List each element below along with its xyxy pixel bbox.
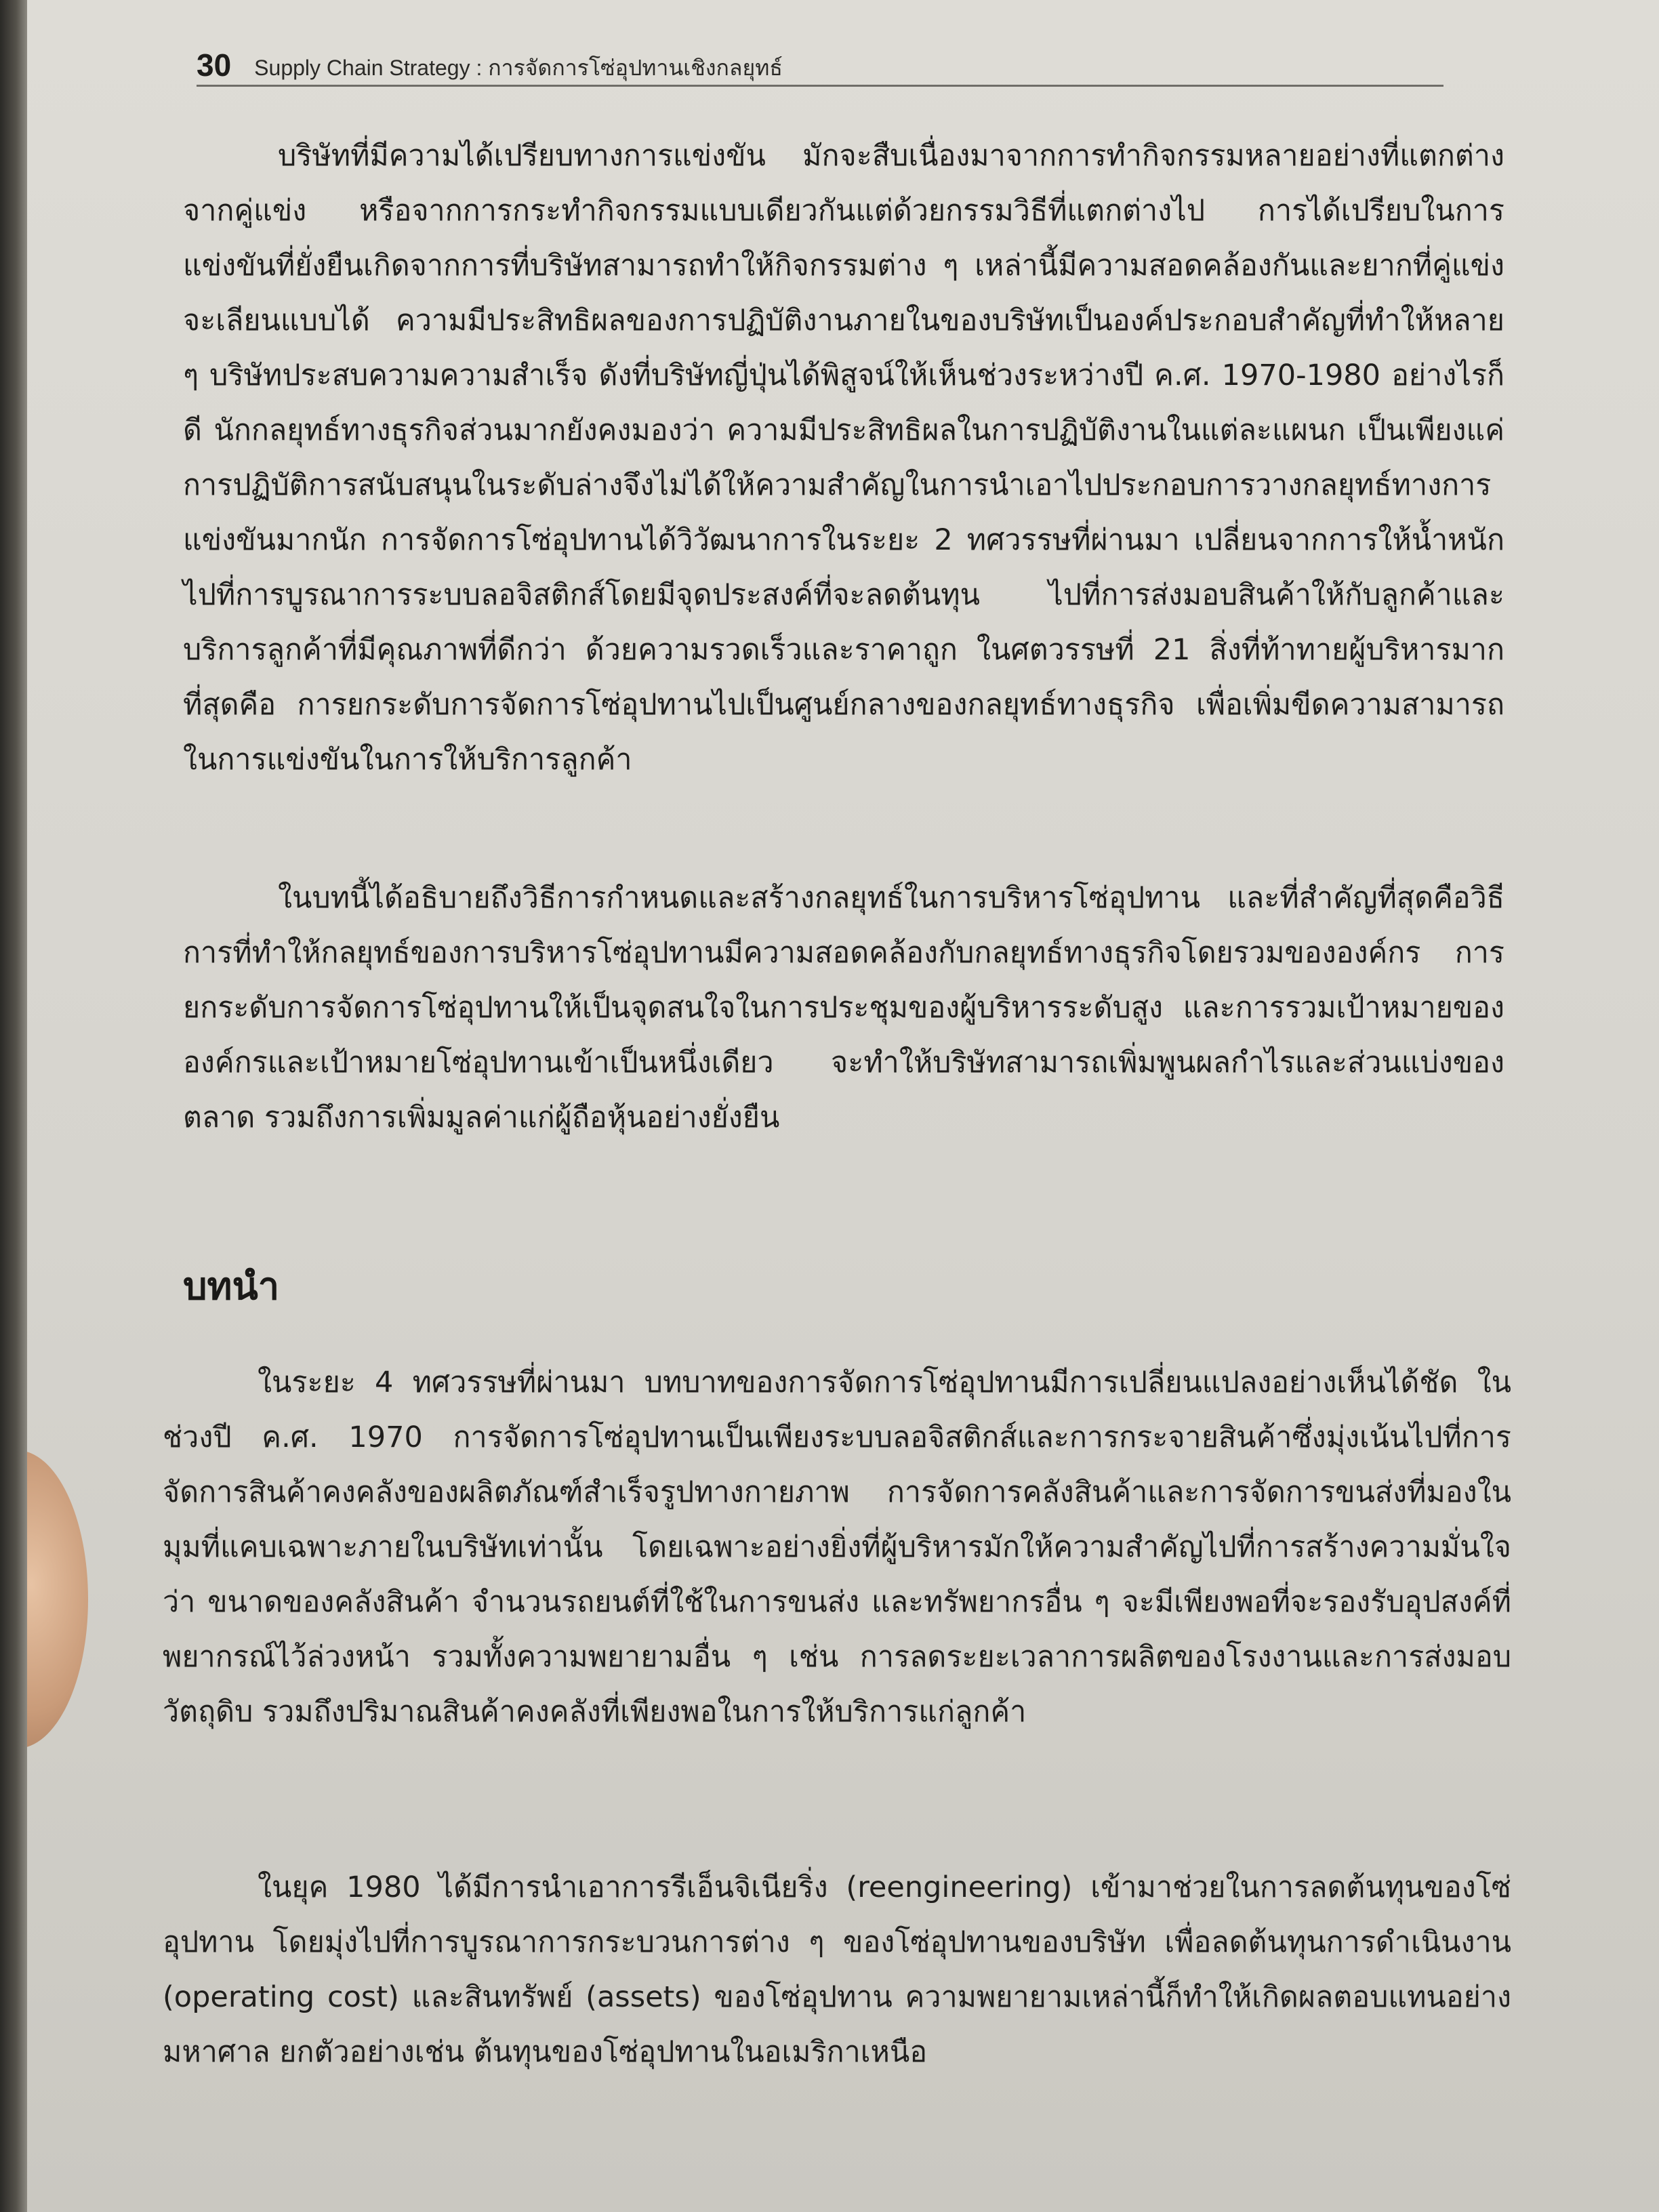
paragraph: บริษัทที่มีความได้เปรียบทางการแข่งขัน มักจะสืบเนื่องมาจากการทำกิจกรรมหลายอย่างที่แตกต่างจากคู่แข่ง หรือจากการกระทำกิจกรรมแบบเดียวกันแต่ด้วยกรรมวิธีที่แตกต่างไป การได้เปรียบในการแข่งขันที่ยั่งยืนเกิดจากการที่บริษัทสามารถทำให้กิจกรรมต่าง ๆ เหล่านี้มีความสอดคล้องกันและยากที่คู่แข่งจะเลียนแบบได้ ความมีประสิทธิผลของการปฏิบัติงานภายในของบริษัทเป็นองค์ประกอบสำคัญที่ทำให้หลาย ๆ บริษัทประสบความความสำเร็จ ดังที่บริษัทญี่ปุ่นได้พิสูจน์ให้เห็นช่วงระหว่างปี ค.ศ. 1970-1980 อย่างไรก็ดี นักกลยุทธ์ทางธุรกิจส่วนมากยังคงมองว่า ความมีประสิทธิผลในการปฏิบัติงานในแต่ละแผนก เป็นเพียงแค่การปฏิบัติการสนับสนุนในระดับล่างจึงไม่ได้ให้ความสำคัญในการนำเอาไปประกอบการวางกลยุทธ์ทางการแข่งขันมากนัก การจัดการโซ่อุปทานได้วิวัฒนาการในระยะ 2 ทศวรรษที่ผ่านมา เปลี่ยนจากการให้น้ำหนักไปที่การบูรณาการระบบลอจิสติกส์โดยมีจุดประสงค์ที่จะลดต้นทุน ไปที่การส่งมอบสินค้าให้กับลูกค้าและบริการลูกค้าที่มีคุณภาพที่ดีกว่า ด้วยความรวดเร็วและราคาถูก ในศตวรรษที่ 21 สิ่งที่ท้าทายผู้บริหารมากที่สุดคือ การยกระดับการจัดการโซ่อุปทานไปเป็นศูนย์กลางของกลยุทธ์ทางธุรกิจ เพื่อเพิ่มขีดความสามารถในการแข่งขันในการให้บริการลูกค้า: [183, 139, 1504, 777]
thumb: [27, 1450, 88, 1748]
running-header: [197, 46, 1443, 87]
paragraph: ในระยะ 4 ทศวรรษที่ผ่านมา บทบาทของการจัดการโซ่อุปทานมีการเปลี่ยนแปลงอย่างเห็นได้ชัด ในช่วงปี ค.ศ. 1970 การจัดการโซ่อุปทานเป็นเพียงระบบลอจิสติกส์และการกระจายสินค้าซึ่งมุ่งเน้นไปที่การจัดการสินค้าคงคลังของผลิตภัณฑ์สำเร็จรูปทางกายภาพ การจัดการคลังสินค้าและการจัดการขนส่งที่มองในมุมที่แคบเฉพาะภายในบริษัทเท่านั้น โดยเฉพาะอย่างยิ่งที่ผู้บริหารมักให้ความสำคัญไปที่การสร้างความมั่นใจว่า ขนาดของคลังสินค้า จำนวนรถยนต์ที่ใช้ในการขนส่ง และทรัพยากรอื่น ๆ จะมีเพียงพอที่จะรองรับอุปสงค์ที่พยากรณ์ไว้ล่วงหน้า รวมทั้งความพยายามอื่น ๆ เช่น การลดระยะเวลาการผลิตของโรงงานและการส่งมอบวัตถุดิบ รวมถึงปริมาณสินค้าคงคลังที่เพียงพอในการให้บริการแก่ลูกค้า: [163, 1366, 1511, 1729]
page-number: 30: [197, 47, 232, 83]
body-text-section-continued: [163, 1860, 1511, 2080]
book-spine: [0, 0, 27, 2212]
body-text-section: [163, 1355, 1511, 1740]
paragraph: ในบทนี้ได้อธิบายถึงวิธีการกำหนดและสร้างกลยุทธ์ในการบริหารโซ่อุปทาน และที่สำคัญที่สุดคือวิธีการที่ทำให้กลยุทธ์ของการบริหารโซ่อุปทานมีความสอดคล้องกับกลยุทธ์ทางธุรกิจโดยรวมขององค์กร การยกระดับการจัดการโซ่อุปทานให้เป็นจุดสนใจในการประชุมของผู้บริหารระดับสูง และการรวมเป้าหมายขององค์กรและเป้าหมายโซ่อุปทานเข้าเป็นหนึ่งเดียว จะทำให้บริษัทสามารถเพิ่มพูนผลกำไรและส่วนแบ่งของตลาด รวมถึงการเพิ่มมูลค่าแก่ผู้ถือหุ้นอย่างยั่งยืน: [183, 881, 1504, 1134]
body-text-chapter-summary: [183, 871, 1504, 1145]
book-page: [27, 0, 1659, 2212]
section-heading: บทนำ: [183, 1265, 280, 1309]
running-title: Supply Chain Strategy : การจัดการโซ่อุปทานเชิงกลยุทธ์: [254, 55, 783, 80]
body-text-intro: [183, 129, 1504, 787]
paragraph: ในยุค 1980 ได้มีการนำเอาการรีเอ็นจิเนียริ่ง (reengineering) เข้ามาช่วยในการลดต้นทุนของโซ่อุปทาน โดยมุ่งไปที่การบูรณาการกระบวนการต่าง ๆ ของโซ่อุปทานของบริษัท เพื่อลดต้นทุนการดำเนินงาน (operating cost) และสินทรัพย์ (assets) ของโซ่อุปทาน ความพยายามเหล่านี้ก็ทำให้เกิดผลตอบแทนอย่างมหาศาล ยกตัวอย่างเช่น ต้นทุนของโซ่อุปทานในอเมริกาเหนือ: [163, 1870, 1511, 2069]
